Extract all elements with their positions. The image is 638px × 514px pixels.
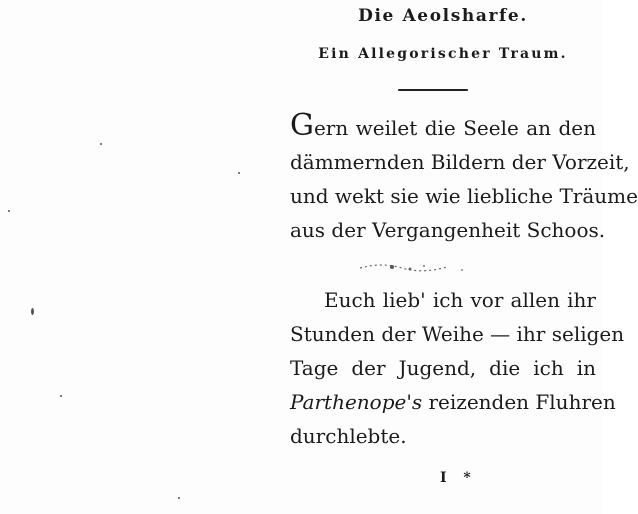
chapter-subtitle: Ein Allegorischer Traum. xyxy=(318,46,568,62)
page-speck xyxy=(238,172,240,174)
paragraph-line xyxy=(290,108,596,145)
paragraph-line-text: ern weilet die Seele an den xyxy=(313,116,596,140)
paragraph-line: Stunden der Weihe — ihr seligen xyxy=(290,322,625,346)
page-speck xyxy=(100,143,102,145)
paragraph-line: Euch lieb' ich vor allen ihr xyxy=(324,288,596,312)
title-divider-rule xyxy=(398,89,468,91)
page-speck xyxy=(8,210,10,212)
ornament-smudge-icon xyxy=(352,258,482,278)
printer-signature-mark: I * xyxy=(440,470,477,486)
italic-place-name: Parthenope's xyxy=(290,390,423,414)
chapter-title: Die Aeolsharfe. xyxy=(358,6,528,26)
paragraph-2 xyxy=(290,283,625,453)
paragraph-line: Tage der Jugend, die ich in xyxy=(290,356,596,380)
paragraph-line-text: reizenden Fluhren xyxy=(428,390,616,414)
page-speck xyxy=(178,497,180,499)
paragraph-1 xyxy=(290,108,638,247)
paragraph-line: und wekt sie wie liebliche Träume xyxy=(290,184,638,208)
paragraph-line: dämmernden Bildern der Vorzeit, xyxy=(290,150,630,174)
paragraph-line: durchlebte. xyxy=(290,424,407,448)
paragraph-line xyxy=(290,385,616,419)
paragraph-line: aus der Vergangenheit Schoos. xyxy=(290,218,606,242)
page-speck xyxy=(60,395,62,397)
drop-capital: G xyxy=(290,108,314,143)
printer-ornament-smudge xyxy=(352,258,482,278)
page-speck xyxy=(31,308,34,315)
